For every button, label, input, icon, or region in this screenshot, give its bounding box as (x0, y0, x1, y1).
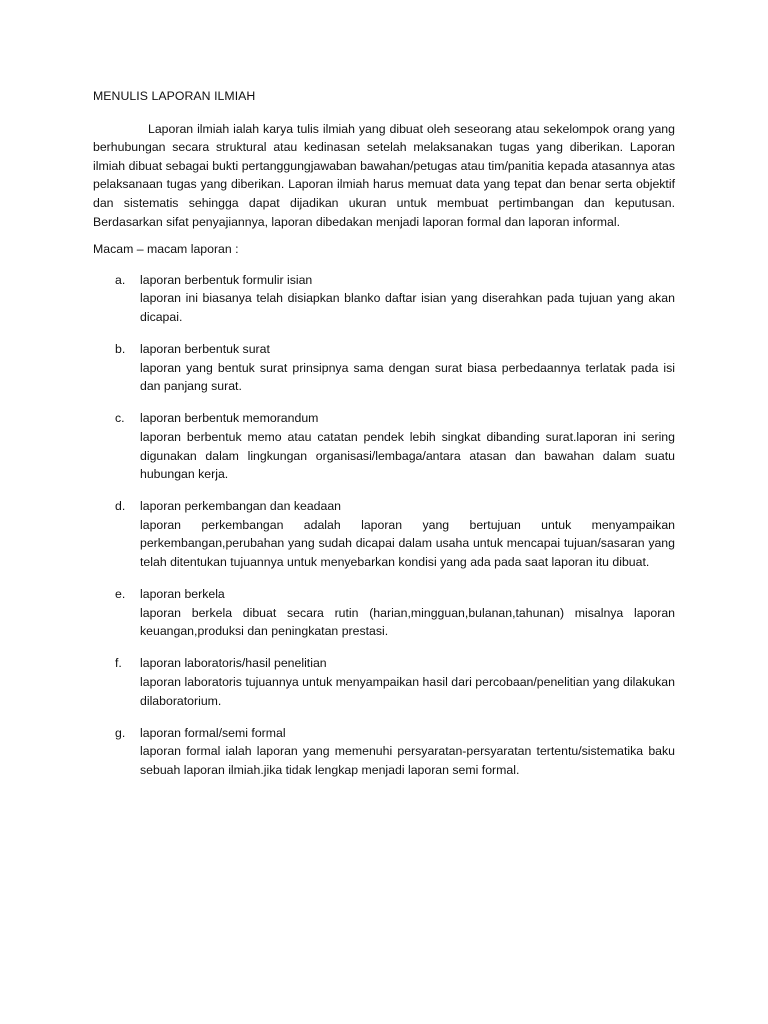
list-marker: f. (115, 656, 122, 671)
list-marker: d. (115, 499, 126, 514)
list-marker: c. (115, 411, 125, 426)
list-item-title: laporan formal/semi formal (140, 725, 286, 740)
list-marker: e. (115, 587, 126, 602)
list-item (93, 497, 675, 571)
list-item (93, 409, 675, 483)
document-title: MENULIS LAPORAN ILMIAH (93, 89, 256, 103)
list-item-description: laporan yang bentuk surat prinsipnya sama dengan surat biasa perbedaannya terlatak pada isi dan panjang surat. (140, 360, 675, 394)
report-types-heading: Macam – macam laporan : (93, 242, 239, 257)
list-marker: a. (115, 272, 126, 287)
list-item-description: laporan berkela dibuat secara rutin (harian,mingguan,bulanan,tahunan) misalnya laporan keuangan,produksi dan peningkatan prestasi. (140, 605, 675, 639)
document-page (93, 87, 675, 793)
intro-paragraph: Laporan ilmiah ialah karya tulis ilmiah yang dibuat oleh seseorang atau sekelompok orang yang berhubungan secara struktural atau kedinasan setelah melaksanakan tugas yang diberikan. Laporan ilmiah dibuat sebagai bukti pertanggungjawaban bawahan/petugas atau tim/panitia kepada atasannya atas pelaksanaan tugas yang diberikan. Laporan ilmiah harus memuat data yang tepat dan benar serta objektif dan sistematis sehingga dapat dijadikan ukuran untuk membuat pertimbangan dan keputusan. Berdasarkan sifat penyajiannya, laporan dibedakan menjadi laporan formal dan laporan informal. (93, 121, 675, 229)
list-item-description: laporan perkembangan adalah laporan yang bertujuan untuk menyampaikan perkembangan,perubahan yang sudah dicapai dalam usaha untuk mencapai tujuan/sasaran yang telah ditentukan tujuannya untuk menyebarkan kondisi yang ada pada saat laporan itu dibuat. (140, 517, 675, 569)
list-item (93, 271, 675, 327)
list-item-title: laporan berkela (140, 587, 225, 602)
list-item (93, 654, 675, 710)
list-item-description: laporan ini biasanya telah disiapkan blanko daftar isian yang diserahkan pada tujuan yang akan dicapai. (140, 291, 675, 324)
list-marker: b. (115, 342, 126, 357)
list-marker: g. (115, 725, 126, 740)
list-item-title: laporan perkembangan dan keadaan (140, 499, 342, 514)
report-types-list (93, 271, 675, 780)
list-item-description: laporan formal ialah laporan yang memenuhi persyaratan-persyaratan tertentu/sistematika baku sebuah laporan ilmiah.jika tidak lengkap menjadi laporan semi formal. (140, 744, 675, 777)
list-item-title: laporan berbentuk formulir isian (140, 272, 313, 287)
list-item (93, 724, 675, 780)
list-item-title: laporan berbentuk surat (140, 342, 270, 357)
list-item-description: laporan laboratoris tujuannya untuk menyampaikan hasil dari percobaan/penelitian yang dilakukan dilaboratorium. (140, 674, 675, 708)
list-item-title: laporan berbentuk memorandum (140, 411, 319, 426)
list-item (93, 340, 675, 396)
list-item (93, 585, 675, 641)
list-item-title: laporan laboratoris/hasil penelitian (140, 656, 327, 671)
list-item-description: laporan berbentuk memo atau catatan pendek lebih singkat dibanding surat.laporan ini sering digunakan dalam lingkungan organisasi/lembaga/antara atasan dan bawahan dalam suatu hubungan kerja. (140, 429, 675, 482)
